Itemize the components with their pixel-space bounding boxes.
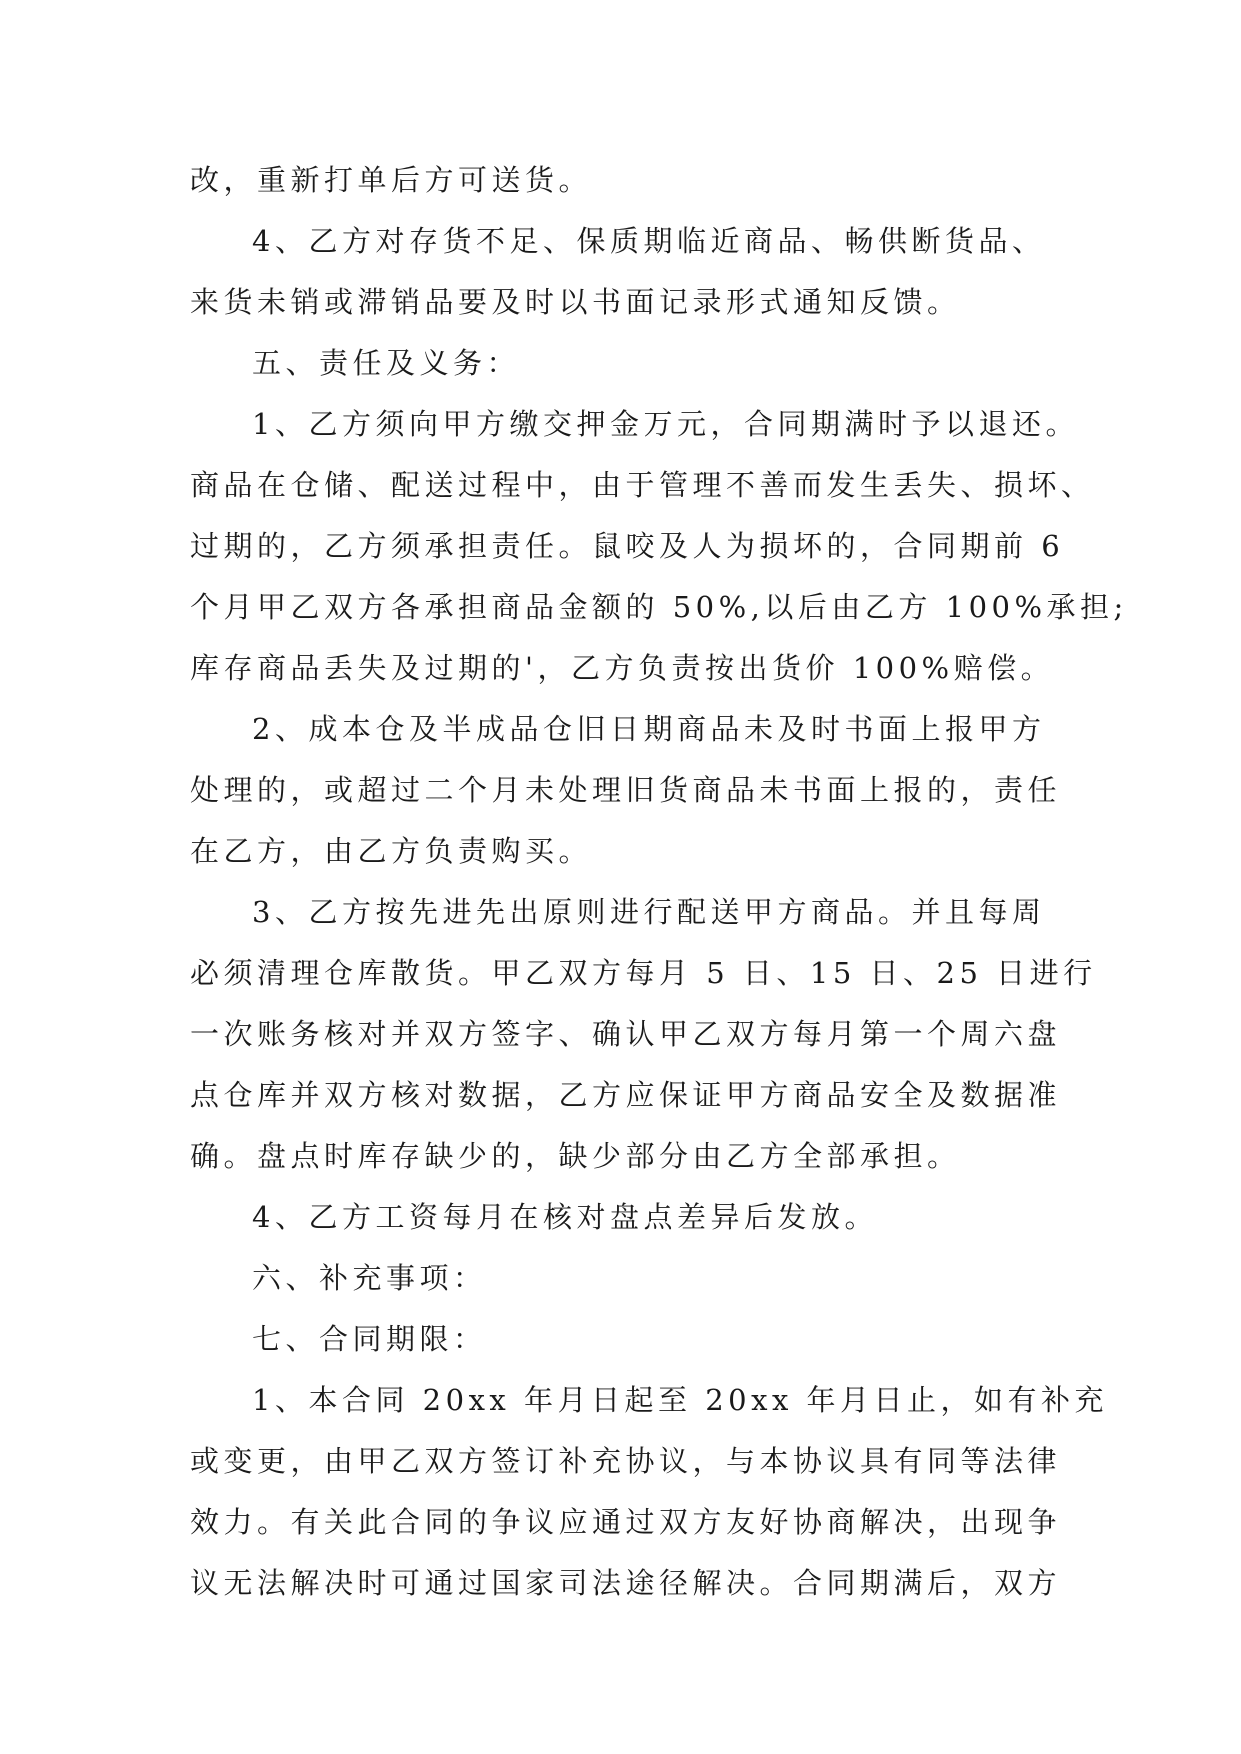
text-line: 效力。有关此合同的争议应通过双方友好协商解决，出现争	[190, 1505, 1062, 1539]
text-line: 点仓库并双方核对数据，乙方应保证甲方商品安全及数据准	[190, 1078, 1062, 1112]
text-line: 3、乙方按先进先出原则进行配送甲方商品。并且每周	[252, 895, 1046, 929]
text-line: 处理的，或超过二个月未处理旧货商品未书面上报的，责任	[190, 773, 1062, 807]
text-line: 商品在仓储、配送过程中，由于管理不善而发生丢失、损坏、	[190, 468, 1095, 502]
text-line: 六、补充事项：	[252, 1261, 487, 1295]
text-line: 1、乙方须向甲方缴交押金万元，合同期满时予以退还。	[252, 407, 1079, 441]
text-line: 改，重新打单后方可送货。	[190, 163, 593, 197]
text-line: 七、合同期限：	[252, 1322, 487, 1356]
text-line: 五、责任及义务：	[252, 346, 521, 380]
document-body	[190, 150, 1128, 1614]
text-line: 或变更，由甲乙双方签订补充协议，与本协议具有同等法律	[190, 1444, 1062, 1478]
text-line: 必须清理仓库散货。甲乙双方每月 5 日、15 日、25 日进行	[190, 956, 1097, 990]
text-line: 4、乙方工资每月在核对盘点差异后发放。	[252, 1200, 878, 1234]
text-line: 来货未销或滞销品要及时以书面记录形式通知反馈。	[190, 285, 961, 319]
text-line: 确。盘点时库存缺少的，缺少部分由乙方全部承担。	[190, 1139, 961, 1173]
text-line: 4、乙方对存货不足、保质期临近商品、畅供断货品、	[252, 224, 1046, 258]
text-line: 1、本合同 20xx 年月日起至 20xx 年月日止，如有补充	[252, 1383, 1109, 1417]
text-line: 过期的，乙方须承担责任。鼠咬及人为损坏的，合同期前 6	[190, 529, 1065, 563]
text-line: 一次账务核对并双方签字、确认甲乙双方每月第一个周六盘	[190, 1017, 1062, 1051]
text-line: 议无法解决时可通过国家司法途径解决。合同期满后，双方	[190, 1566, 1062, 1600]
text-line: 2、成本仓及半成品仓旧日期商品未及时书面上报甲方	[252, 712, 1046, 746]
text-line: 在乙方，由乙方负责购买。	[190, 834, 593, 868]
text-line: 个月甲乙双方各承担商品金额的 50%,以后由乙方 100%承担;	[190, 590, 1128, 624]
text-line: 库存商品丢失及过期的'，乙方负责按出货价 100%赔偿。	[190, 651, 1055, 685]
